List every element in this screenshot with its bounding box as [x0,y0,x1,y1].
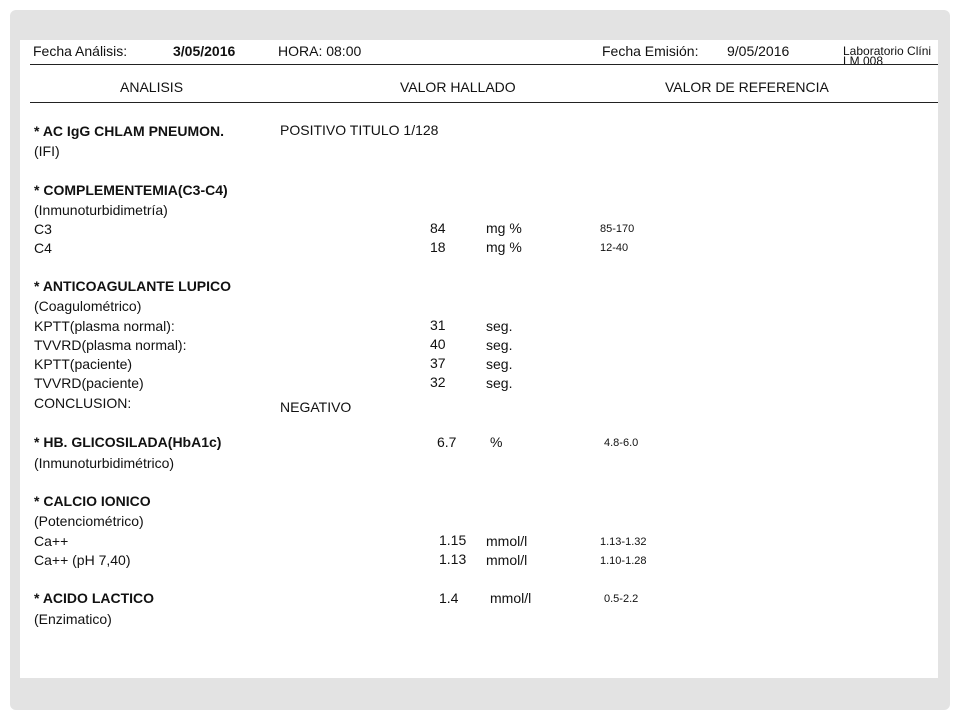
header-rule-top [30,64,938,65]
row-name: KPTT(paciente) [34,356,133,372]
row-value: 31 [430,317,446,333]
col-valor-referencia: VALOR DE REFERENCIA [665,79,829,95]
lactico-ref: 0.5-2.2 [604,593,639,605]
section-method-calcio: (Potenciométrico) [34,513,144,529]
conclusion-label: CONCLUSION: [34,395,132,411]
row-ref: 1.10-1.28 [600,555,647,567]
fecha-analisis-value: 3/05/2016 [173,43,236,59]
row-name: C4 [34,240,52,256]
row-name: TVVRD(plasma normal): [34,337,187,353]
row-ref: 85-170 [600,223,635,235]
lactico-unit: mmol/l [490,590,532,606]
row-name: C3 [34,221,52,237]
hba1c-ref: 4.8-6.0 [604,437,639,449]
row-name: Ca++ [34,533,69,549]
row-unit: mmol/l [486,552,528,568]
section-method-chlam: (IFI) [34,143,60,159]
row-unit: mmol/l [486,533,528,549]
hba1c-unit: % [490,434,503,450]
chlam-result: POSITIVO TITULO 1/128 [280,122,439,138]
section-method-hba1c: (Inmunoturbidimétrico) [34,455,175,471]
col-valor-hallado: VALOR HALLADO [400,79,516,95]
row-unit: seg. [486,318,513,334]
section-title-lactico: * ACIDO LACTICO [34,590,155,606]
row-value: 37 [430,355,446,371]
lab-stamp [843,46,931,66]
conclusion-value: NEGATIVO [280,399,352,415]
fecha-emision-label: Fecha Emisión: [602,43,699,59]
row-ref: 12-40 [600,242,629,254]
lab-report [20,40,938,678]
row-value: 1.13 [439,551,467,567]
header-rule-bottom [30,102,938,103]
row-name: Ca++ (pH 7,40) [34,552,131,568]
row-unit: mg % [486,239,522,255]
lab-code: LM 008 [843,54,884,68]
row-name: KPTT(plasma normal): [34,318,175,334]
hba1c-value: 6.7 [437,434,457,450]
fecha-emision-value: 9/05/2016 [727,43,790,59]
col-analisis: ANALISIS [120,79,184,95]
row-value: 84 [430,220,446,236]
lactico-value: 1.4 [439,590,459,606]
fecha-analisis-label: Fecha Análisis: [33,43,128,59]
section-title-complement: * COMPLEMENTEMIA(C3-C4) [34,182,228,198]
section-method-lupico: (Coagulométrico) [34,298,142,314]
section-method-complement: (Inmunoturbidimetría) [34,202,168,218]
row-unit: seg. [486,375,513,391]
row-unit: mg % [486,220,522,236]
row-name: TVVRD(paciente) [34,375,144,391]
section-title-chlam: * AC IgG CHLAM PNEUMON. [34,123,225,139]
row-unit: seg. [486,337,513,353]
row-value: 1.15 [439,532,467,548]
row-value: 18 [430,239,446,255]
row-value: 32 [430,374,446,390]
row-value: 40 [430,336,446,352]
section-title-hba1c: * HB. GLICOSILADA(HbA1c) [34,434,222,450]
lab-name: Laboratorio Clíni [843,44,932,58]
section-title-lupico: * ANTICOAGULANTE LUPICO [34,278,232,294]
row-ref: 1.13-1.32 [600,536,647,548]
row-unit: seg. [486,356,513,372]
section-title-calcio: * CALCIO IONICO [34,493,151,509]
section-method-lactico: (Enzimatico) [34,611,112,627]
hora: HORA: 08:00 [278,43,362,59]
